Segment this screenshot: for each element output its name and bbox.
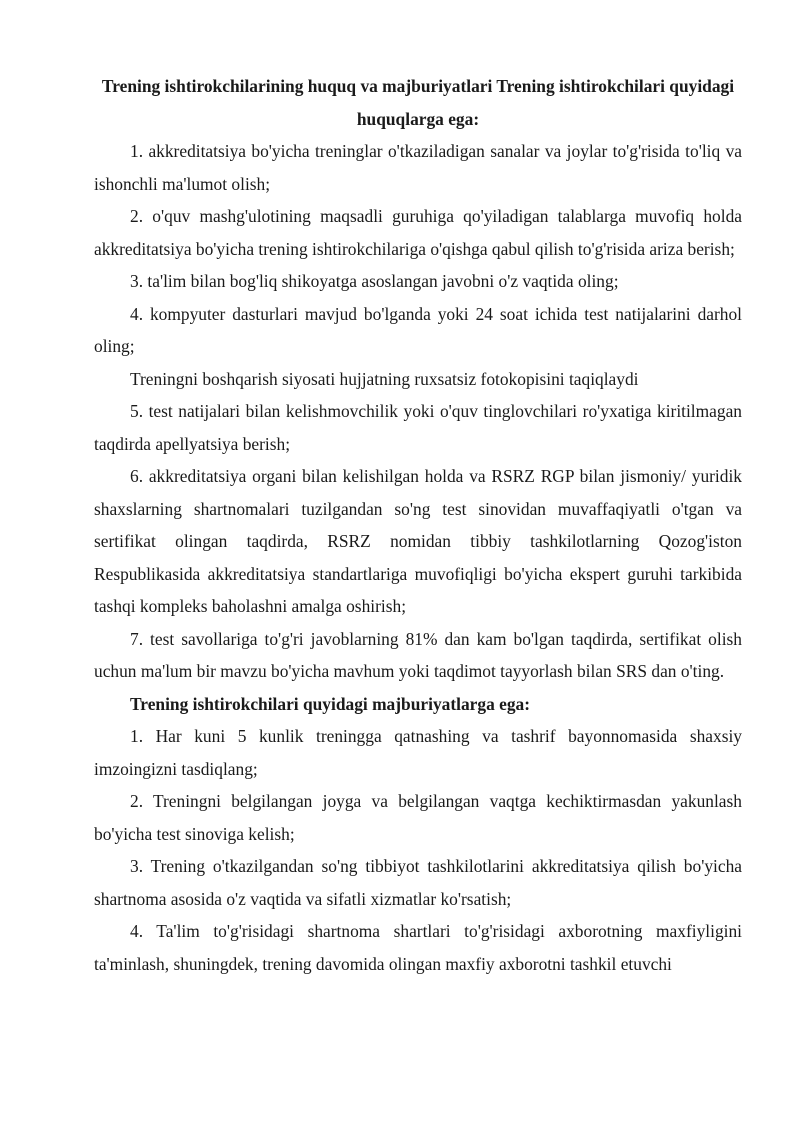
document-title: Trening ishtirokchilarining huquq va majburiyatlari Trening ishtirokchilari quyidagi huquqlarga ega: <box>101 76 735 129</box>
rights-item-3: 3. ta'lim bilan bog'liq shikoyatga asoslangan javobni o'z vaqtida oling; <box>130 271 619 291</box>
obligations-item-1: 1. Har kuni 5 kunlik treningga qatnashing va tashrif bayonnomasida shaxsiy imzoingizni tasdiqlang; <box>94 726 742 779</box>
rights-item-1: 1. akkreditatsiya bo'yicha treninglar o'tkaziladigan sanalar va joylar to'g'risida to'liq va ishonchli ma'lumot olish; <box>94 141 742 194</box>
obligations-item-3: 3. Trening o'tkazilgandan so'ng tibbiyot tashkilotlarini akkreditatsiya qilish bo'yicha shartnoma asosida o'z vaqtida va sifatli xizmatlar ko'rsatish; <box>94 856 742 909</box>
rights-item-6: 6. akkreditatsiya organi bilan kelishilgan holda va RSRZ RGP bilan jismoniy/ yuridik shaxslarning shartnomalari tuzilgandan so'ng test sinovidan muvaffaqiyatli o'tgan va sertifikat olingan taqdirda, RSRZ nomidan tibbiy tashkilotlarning Qozog'iston Respublikasida akkreditatsiya standartlariga muvofiqligi bo'yicha ekspert guruhi tarkibida tashqi kompleks baholashni amalga oshirish; <box>94 466 742 616</box>
obligations-item-4: 4. Ta'lim to'g'risidagi shartnoma shartlari to'g'risidagi axborotning maxfiyligini ta'minlash, shuningdek, trening davomida olingan maxfiy axborotni tashkil etuvchi <box>94 921 742 974</box>
obligations-item-2: 2. Treningni belgilangan joyga va belgilangan vaqtga kechiktirmasdan yakunlash bo'yicha test sinoviga kelish; <box>94 791 742 844</box>
rights-item-7: 7. test savollariga to'g'ri javoblarning 81% dan kam bo'lgan taqdirda, sertifikat olish uchun ma'lum bir mavzu bo'yicha mavhum yoki taqdimot tayyorlash bilan SRS dan o'ting. <box>94 628 742 681</box>
policy-note: Treningni boshqarish siyosati hujjatning ruxsatsiz fotokopisini taqiqlaydi <box>130 368 639 389</box>
rights-item-5: 5. test natijalari bilan kelishmovchilik yoki o'quv tinglovchilari ro'yxatiga kiritilmagan taqdirda apellyatsiya berish; <box>94 401 742 454</box>
document-body <box>94 70 742 980</box>
rights-item-4: 4. kompyuter dasturlari mavjud bo'lganda yoki 24 soat ichida test natijalarini darhol oling; <box>94 303 742 356</box>
rights-item-2: 2. o'quv mashg'ulotining maqsadli guruhiga qo'yiladigan talablarga muvofiq holda akkreditatsiya bo'yicha trening ishtirokchilariga o'qishga qabul qilish to'g'risida ariza berish; <box>94 206 742 259</box>
obligations-heading: Trening ishtirokchilari quyidagi majburiyatlarga ega: <box>130 693 531 714</box>
